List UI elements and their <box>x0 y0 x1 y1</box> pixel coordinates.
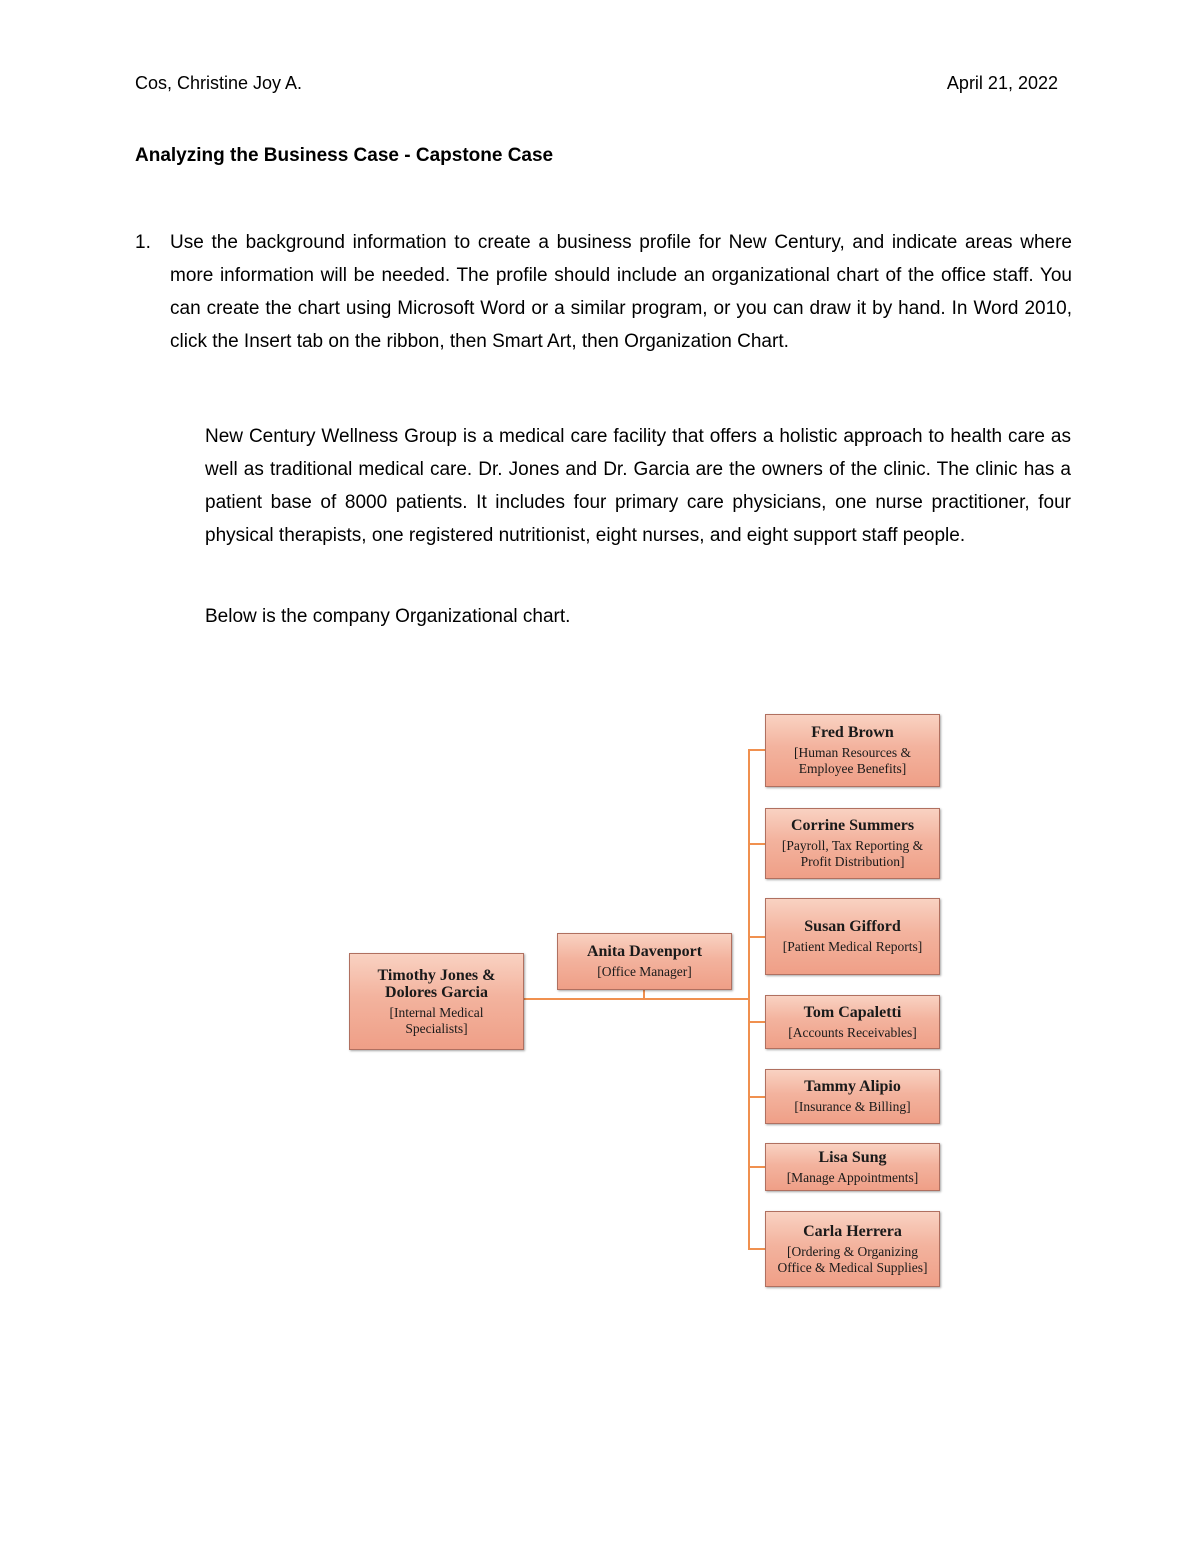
connector-assistant <box>643 990 645 999</box>
org-name: Corrine Summers <box>790 817 915 834</box>
connector-root-to-trunk <box>523 998 749 1000</box>
header-date: April 21, 2022 <box>946 73 1058 93</box>
org-name: Fred Brown <box>811 724 894 741</box>
org-role: [Internal Medical Specialists] <box>389 1004 484 1036</box>
org-role: [Ordering & Organizing Office & Medical Supplies] <box>777 1243 928 1275</box>
connector-staff-2 <box>748 936 765 938</box>
org-name: Tom Capaletti <box>803 1003 902 1021</box>
connector-staff-1 <box>748 843 765 845</box>
document-title: Analyzing the Business Case - Capstone Case <box>135 145 554 166</box>
question-number: 1. <box>135 232 151 253</box>
org-name: Timothy Jones & Dolores Garcia <box>377 966 496 1001</box>
connector-staff-4 <box>748 1096 765 1098</box>
org-name: Susan Gifford <box>804 918 901 935</box>
org-box-staff-5 <box>765 1143 940 1191</box>
org-box-staff-6 <box>765 1211 940 1287</box>
question-text: Use the background information to create a business profile for New Century, and indicate areas where more information will be needed. The profile should include an organizational chart of the office staff. You can create the chart using Microsoft Word or a similar program, or you can draw it by hand. In Word 2010, click the Insert tab on the ribbon, then Smart Art, then Organization Chart. <box>170 232 1072 352</box>
org-role: [Insurance & Billing] <box>794 1099 911 1114</box>
org-role: [Human Resources & Employee Benefits] <box>794 745 911 776</box>
connector-staff-0 <box>748 749 765 751</box>
org-box-staff-1 <box>765 808 940 879</box>
connector-staff-3 <box>748 1021 765 1023</box>
org-name: Tammy Alipio <box>804 1078 901 1095</box>
org-name: Lisa Sung <box>818 1148 887 1166</box>
chart-intro: Below is the company Organizational chart. <box>205 606 571 627</box>
org-role: [Accounts Receivables] <box>788 1024 917 1040</box>
org-box-staff-0 <box>765 714 940 787</box>
connector-staff-5 <box>748 1166 765 1168</box>
org-box-staff-3 <box>765 995 940 1049</box>
org-role: [Payroll, Tax Reporting & Profit Distribution] <box>781 838 924 869</box>
org-box-office-manager <box>557 933 732 990</box>
org-box-staff-2 <box>765 898 940 975</box>
connector-staff-6 <box>748 1248 765 1250</box>
org-role: [Office Manager] <box>597 964 692 979</box>
answer-paragraph: New Century Wellness Group is a medical care facility that offers a holistic approach to health care as well as traditional medical care. Dr. Jones and Dr. Garcia are the owners of the clinic. The clinic has a patient base of 8000 patients. It includes four primary care physicians, one nurse practitioner, four physical therapists, one registered nutritionist, eight nurses, and eight support staff people. <box>205 426 1071 546</box>
org-role: [Manage Appointments] <box>786 1169 919 1185</box>
header-name: Cos, Christine Joy A. <box>135 73 303 93</box>
org-box-staff-4 <box>765 1069 940 1124</box>
connector-trunk <box>748 749 750 1250</box>
org-name: Carla Herrera <box>803 1222 902 1240</box>
org-name: Anita Davenport <box>586 943 703 960</box>
org-role: [Patient Medical Reports] <box>782 939 923 954</box>
org-box-owners <box>349 953 524 1050</box>
